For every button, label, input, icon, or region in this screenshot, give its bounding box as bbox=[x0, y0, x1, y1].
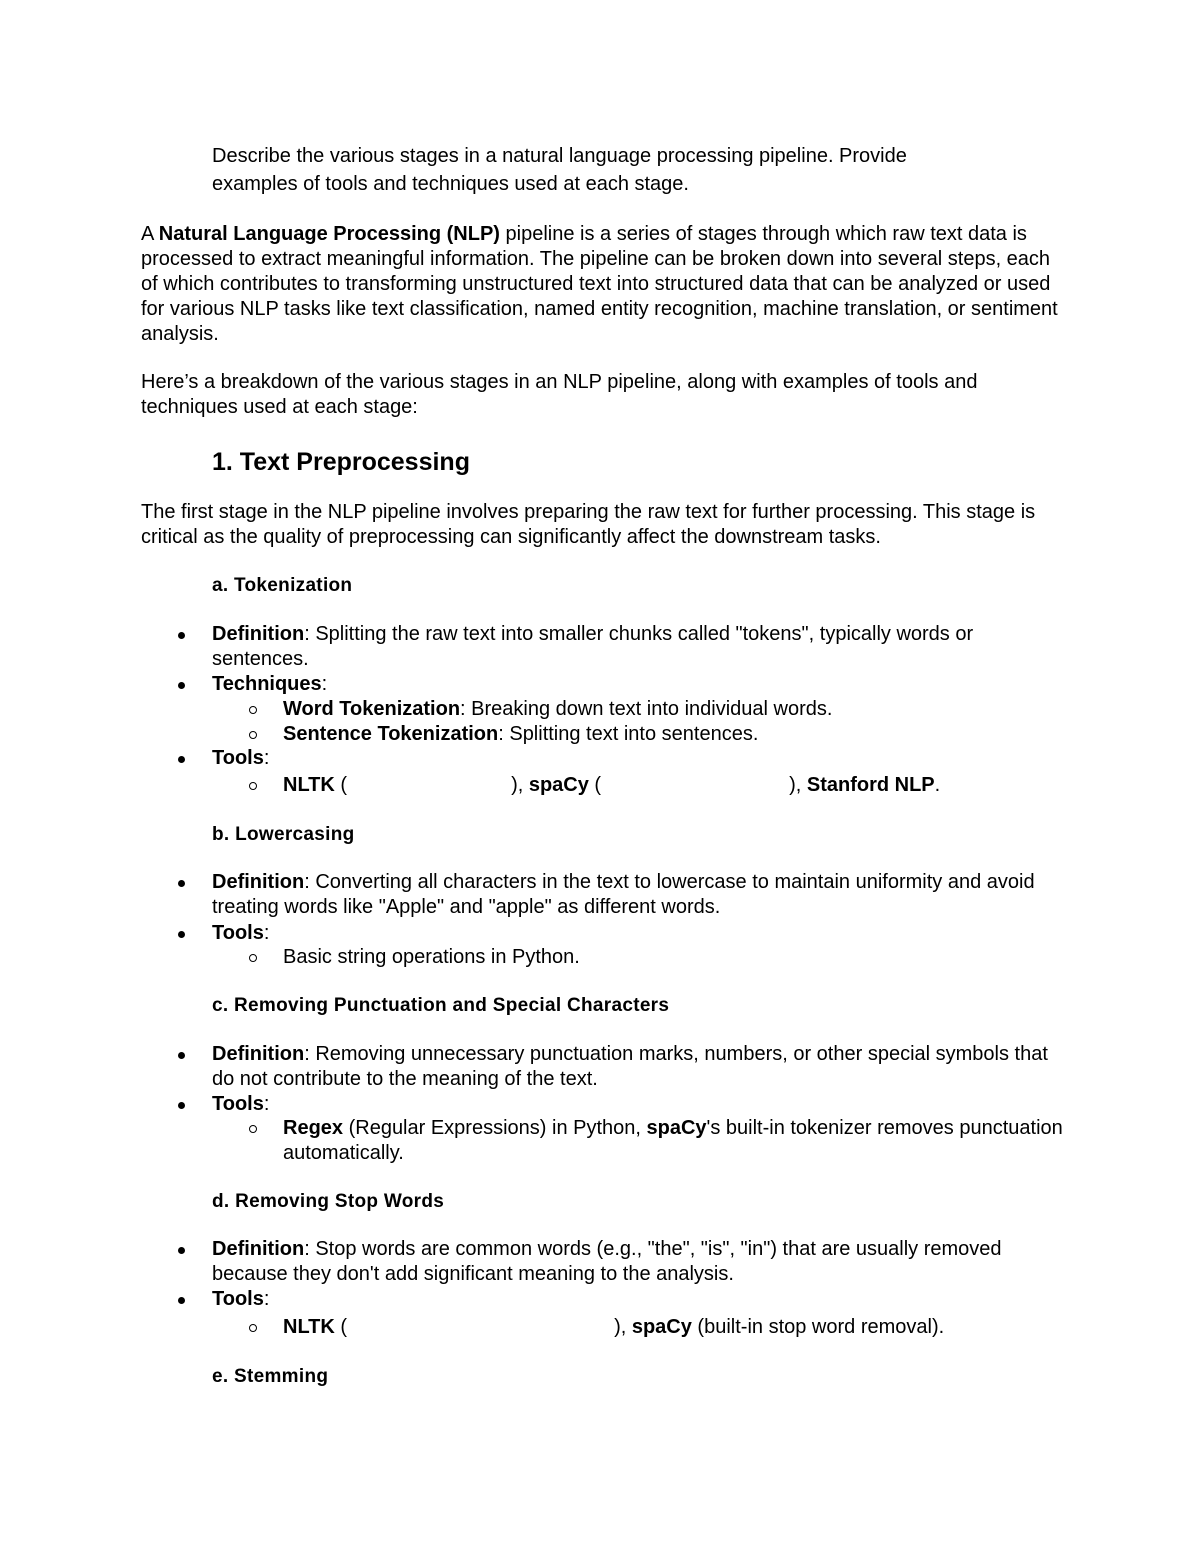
definition-text: : Converting all characters in the text to lowercase to maintain uniformity and avoid treating words like "Apple" and "apple" as different words. bbox=[212, 871, 1035, 918]
close-paren: ), bbox=[789, 774, 807, 796]
prompt-line-2: examples of tools and techniques used at each stage. bbox=[212, 173, 689, 195]
spacy-text: 's built-in tokenizer removes punctuation automatically. bbox=[283, 1117, 1063, 1164]
circle-bullet-icon bbox=[249, 731, 257, 739]
circle-bullet-icon bbox=[249, 1324, 257, 1332]
subsection-heading-punctuation: c. Removing Punctuation and Special Characters bbox=[212, 995, 670, 1016]
tool-text: Basic string operations in Python. bbox=[283, 946, 580, 968]
list-item-techniques bbox=[212, 672, 1062, 697]
tools-label: Tools bbox=[212, 1093, 264, 1115]
circle-bullet-icon bbox=[249, 954, 257, 962]
intro-bold-term: Natural Language Processing (NLP) bbox=[158, 223, 500, 245]
open-paren: ( bbox=[588, 774, 602, 796]
colon: : bbox=[263, 1288, 270, 1310]
open-paren: ( bbox=[334, 1316, 348, 1338]
circle-bullet-icon bbox=[249, 1125, 257, 1133]
colon: : bbox=[263, 747, 270, 769]
bullet-icon bbox=[178, 682, 185, 689]
open-paren: ( bbox=[334, 774, 348, 796]
list-item-definition bbox=[212, 622, 1062, 672]
intro-rest: pipeline is a series of stages through which raw text data is processed to extract meaningful information. The pipeline can be broken down into several steps, each of which contributes to transforming unstructured text into structured data that can be analyzed or used for various NLP tasks like text classification, named entity recognition, machine translation, or sentiment analysis. bbox=[141, 223, 1058, 345]
colon: : bbox=[263, 1093, 270, 1115]
spacy-text: (built-in stop word removal). bbox=[691, 1316, 945, 1338]
list-item-tools bbox=[212, 746, 1062, 771]
word-tokenization-label: Word Tokenization bbox=[283, 698, 461, 720]
definition-label: Definition bbox=[212, 1043, 305, 1065]
regex-label: Regex bbox=[283, 1117, 344, 1139]
intro-a: A bbox=[141, 223, 159, 245]
list-item-tools bbox=[212, 1287, 1062, 1312]
bullet-icon bbox=[178, 880, 185, 887]
list-item-definition bbox=[212, 870, 1062, 920]
nltk-label: NLTK bbox=[283, 774, 335, 796]
close-paren: ), bbox=[614, 1316, 632, 1338]
bullet-icon bbox=[178, 1052, 185, 1059]
section-title: 1. Text Preprocessing bbox=[212, 448, 470, 476]
techniques-label: Techniques bbox=[212, 673, 322, 695]
regex-text: (Regular Expressions) in Python, bbox=[343, 1117, 647, 1139]
list-item-punctuation-tools bbox=[283, 1116, 1063, 1166]
section-description: The first stage in the NLP pipeline involves preparing the raw text for further processing. This stage is critical as the quality of preprocessing can significantly affect the downstream tasks. bbox=[141, 501, 1036, 548]
bullet-icon bbox=[178, 632, 185, 639]
colon: : bbox=[263, 922, 270, 944]
circle-bullet-icon bbox=[249, 782, 257, 790]
bullet-icon bbox=[178, 1247, 185, 1254]
list-item-word-tokenization bbox=[283, 697, 1063, 722]
breakdown-paragraph: Here’s a breakdown of the various stages in an NLP pipeline, along with examples of tools and techniques used at each stage: bbox=[141, 371, 978, 418]
tools-label: Tools bbox=[212, 922, 264, 944]
colon: : bbox=[321, 673, 328, 695]
intro-paragraph bbox=[141, 222, 1061, 347]
definition-text: : Stop words are common words (e.g., "the", "is", "in") that are usually removed because they don't add significant meaning to the analysis. bbox=[212, 1238, 1002, 1285]
subsection-heading-tokenization: a. Tokenization bbox=[212, 575, 353, 596]
list-item-stopword-tools bbox=[283, 1315, 1063, 1340]
close-paren: ), bbox=[511, 774, 529, 796]
prompt-line-1: Describe the various stages in a natural language processing pipeline. Provide bbox=[212, 145, 907, 167]
nltk-label: NLTK bbox=[283, 1316, 335, 1338]
subsection-heading-stopwords: d. Removing Stop Words bbox=[212, 1191, 445, 1212]
definition-label: Definition bbox=[212, 871, 305, 893]
bullet-icon bbox=[178, 756, 185, 763]
definition-text: : Removing unnecessary punctuation marks, numbers, or other special symbols that do not contribute to the meaning of the text. bbox=[212, 1043, 1048, 1090]
list-item-definition bbox=[212, 1042, 1062, 1092]
bullet-icon bbox=[178, 1102, 185, 1109]
definition-text: : Splitting the raw text into smaller chunks called "tokens", typically words or sentences. bbox=[212, 623, 974, 670]
circle-bullet-icon bbox=[249, 706, 257, 714]
definition-label: Definition bbox=[212, 623, 305, 645]
subsection-heading-stemming: e. Stemming bbox=[212, 1366, 329, 1387]
tools-label: Tools bbox=[212, 1288, 264, 1310]
list-item-tools bbox=[212, 1092, 1062, 1117]
word-tokenization-text: : Breaking down text into individual words. bbox=[460, 698, 833, 720]
bullet-icon bbox=[178, 1297, 185, 1304]
sentence-tokenization-text: : Splitting text into sentences. bbox=[498, 723, 759, 745]
sentence-tokenization-label: Sentence Tokenization bbox=[283, 723, 499, 745]
list-item-tokenization-tools bbox=[283, 773, 1063, 798]
list-item-definition bbox=[212, 1237, 1062, 1287]
question-prompt bbox=[212, 142, 1012, 198]
list-item-sentence-tokenization bbox=[283, 722, 1063, 747]
stanford-nlp-label: Stanford NLP bbox=[806, 774, 935, 796]
bullet-icon bbox=[178, 931, 185, 938]
list-item-tools bbox=[212, 921, 1062, 946]
tools-label: Tools bbox=[212, 747, 264, 769]
subsection-heading-lowercasing: b. Lowercasing bbox=[212, 824, 355, 845]
period: . bbox=[934, 774, 941, 796]
spacy-label: spaCy bbox=[631, 1316, 692, 1338]
spacy-label: spaCy bbox=[646, 1117, 707, 1139]
list-item-lowercasing-tool bbox=[283, 945, 1063, 970]
definition-label: Definition bbox=[212, 1238, 305, 1260]
spacy-label: spaCy bbox=[528, 774, 589, 796]
